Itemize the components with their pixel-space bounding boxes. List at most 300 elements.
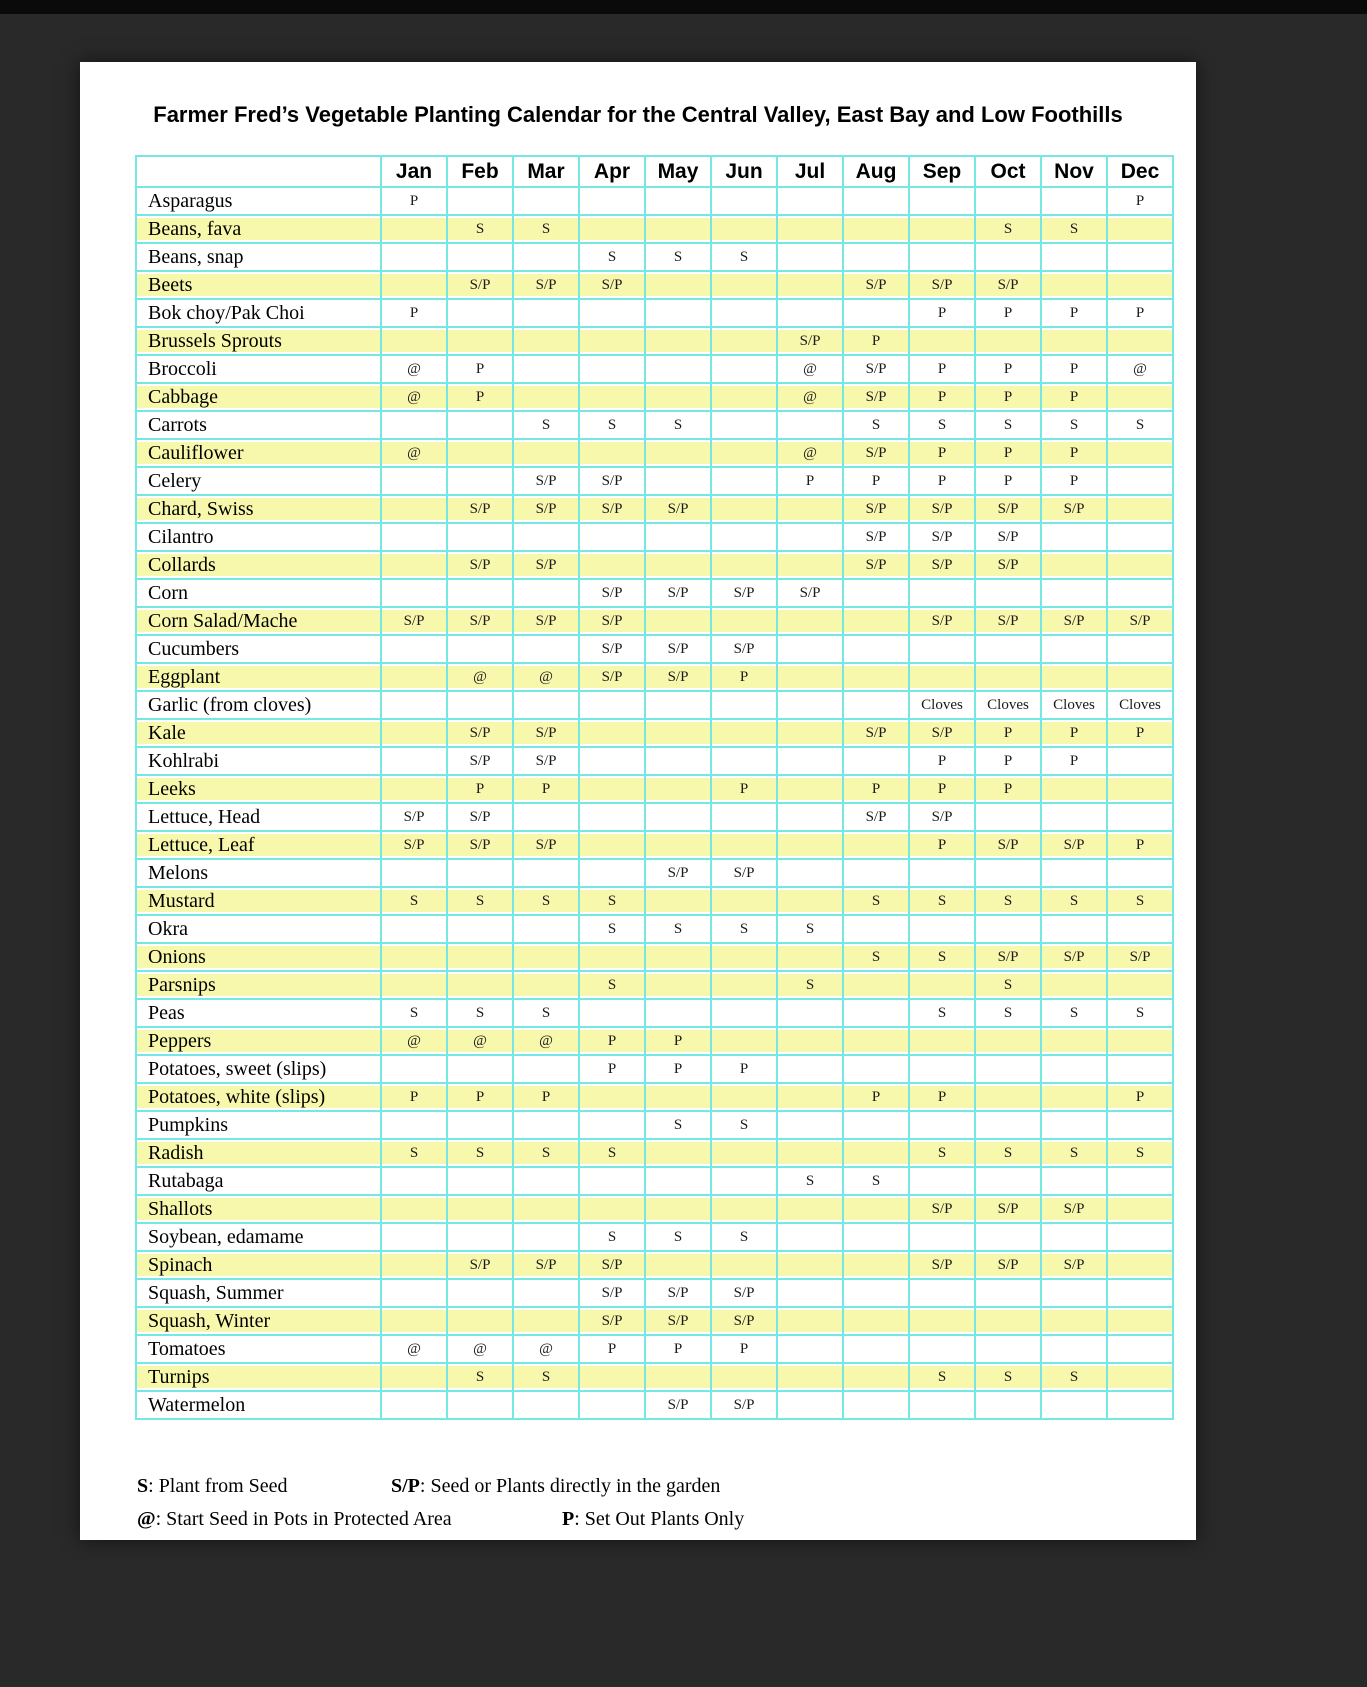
- vegetable-name: Potatoes, white (slips): [136, 1083, 381, 1111]
- planting-cell: P: [1041, 719, 1107, 747]
- planting-cell: [843, 1139, 909, 1167]
- planting-cell: [1107, 1055, 1173, 1083]
- planting-cell: [381, 663, 447, 691]
- document-page: [80, 62, 1196, 1540]
- planting-cell: [909, 579, 975, 607]
- planting-cell: [909, 1335, 975, 1363]
- planting-cell: [447, 971, 513, 999]
- planting-cell: [447, 1055, 513, 1083]
- planting-cell: S: [579, 1223, 645, 1251]
- planting-cell: [381, 1279, 447, 1307]
- planting-cell: [975, 859, 1041, 887]
- planting-cell: S: [711, 915, 777, 943]
- legend-symbol: @: [137, 1508, 156, 1530]
- planting-cell: [1107, 971, 1173, 999]
- planting-cell: [843, 747, 909, 775]
- planting-cell: P: [447, 775, 513, 803]
- planting-cell: S: [381, 1139, 447, 1167]
- planting-cell: [777, 1391, 843, 1419]
- planting-cell: [513, 1055, 579, 1083]
- planting-cell: [843, 915, 909, 943]
- legend-symbol: P: [562, 1508, 575, 1530]
- planting-cell: [381, 495, 447, 523]
- planting-cell: [975, 1167, 1041, 1195]
- planting-cell: [513, 915, 579, 943]
- planting-cell: P: [909, 1083, 975, 1111]
- planting-cell: [579, 187, 645, 215]
- planting-cell: S/P: [843, 719, 909, 747]
- planting-cell: S/P: [909, 271, 975, 299]
- legend-item-pots: @: Start Seed in Pots in Protected Area: [137, 1508, 452, 1530]
- planting-cell: [777, 1027, 843, 1055]
- planting-cell: P: [579, 1335, 645, 1363]
- planting-cell: [579, 551, 645, 579]
- table-row: [136, 411, 1173, 439]
- planting-cell: [711, 187, 777, 215]
- table-row: [136, 1083, 1173, 1111]
- planting-cell: S/P: [1041, 943, 1107, 971]
- legend-text: Start Seed in Pots in Protected Area: [166, 1508, 452, 1530]
- planting-cell: [843, 1055, 909, 1083]
- planting-cell: [579, 523, 645, 551]
- table-row: [136, 299, 1173, 327]
- planting-cell: [579, 439, 645, 467]
- table-row: [136, 831, 1173, 859]
- vegetable-name: Corn Salad/Mache: [136, 607, 381, 635]
- planting-cell: [381, 1111, 447, 1139]
- planting-cell: S: [579, 243, 645, 271]
- planting-cell: S: [645, 1223, 711, 1251]
- planting-cell: [975, 1083, 1041, 1111]
- planting-cell: [579, 355, 645, 383]
- corner-cell: [136, 156, 381, 187]
- planting-cell: [1107, 915, 1173, 943]
- planting-cell: [777, 1111, 843, 1139]
- planting-cell: [777, 1139, 843, 1167]
- vegetable-name: Tomatoes: [136, 1335, 381, 1363]
- planting-cell: P: [711, 775, 777, 803]
- table-row: [136, 1055, 1173, 1083]
- planting-cell: S/P: [711, 1391, 777, 1419]
- planting-cell: S: [579, 411, 645, 439]
- vegetable-name: Okra: [136, 915, 381, 943]
- planting-cell: [909, 187, 975, 215]
- planting-cell: S: [1041, 887, 1107, 915]
- planting-cell: P: [711, 663, 777, 691]
- planting-cell: S/P: [843, 439, 909, 467]
- planting-cell: P: [1107, 831, 1173, 859]
- planting-cell: S/P: [711, 1307, 777, 1335]
- planting-cell: [975, 1391, 1041, 1419]
- planting-cell: [711, 327, 777, 355]
- planting-cell: [513, 243, 579, 271]
- planting-cell: [513, 1167, 579, 1195]
- table-row: [136, 523, 1173, 551]
- planting-cell: S/P: [513, 719, 579, 747]
- planting-cell: P: [645, 1055, 711, 1083]
- table-row: [136, 747, 1173, 775]
- planting-cell: S/P: [909, 1195, 975, 1223]
- planting-cell: S: [909, 943, 975, 971]
- vegetable-name: Cucumbers: [136, 635, 381, 663]
- planting-cell: Cloves: [1107, 691, 1173, 719]
- planting-cell: [579, 1083, 645, 1111]
- planting-cell: S: [777, 1167, 843, 1195]
- planting-cell: [843, 1195, 909, 1223]
- planting-cell: S/P: [579, 663, 645, 691]
- planting-cell: S/P: [975, 271, 1041, 299]
- planting-cell: S: [579, 1139, 645, 1167]
- planting-cell: S/P: [843, 523, 909, 551]
- planting-cell: S/P: [447, 271, 513, 299]
- table-row: [136, 803, 1173, 831]
- planting-cell: P: [381, 187, 447, 215]
- planting-cell: S: [975, 999, 1041, 1027]
- vegetable-name: Watermelon: [136, 1391, 381, 1419]
- planting-cell: S/P: [843, 271, 909, 299]
- planting-cell: [909, 915, 975, 943]
- planting-cell: [513, 1195, 579, 1223]
- planting-cell: [1107, 803, 1173, 831]
- planting-cell: S/P: [513, 1251, 579, 1279]
- planting-cell: [447, 943, 513, 971]
- planting-cell: P: [975, 775, 1041, 803]
- planting-cell: [1041, 635, 1107, 663]
- vegetable-name: Soybean, edamame: [136, 1223, 381, 1251]
- planting-cell: P: [843, 1083, 909, 1111]
- planting-cell: [843, 1027, 909, 1055]
- planting-cell: S/P: [909, 523, 975, 551]
- planting-cell: [645, 383, 711, 411]
- table-row: [136, 663, 1173, 691]
- planting-cell: S/P: [777, 327, 843, 355]
- planting-cell: [1041, 327, 1107, 355]
- planting-cell: [579, 859, 645, 887]
- planting-cell: [777, 1363, 843, 1391]
- planting-cell: [711, 719, 777, 747]
- planting-cell: S: [843, 887, 909, 915]
- planting-cell: [447, 299, 513, 327]
- planting-cell: [645, 747, 711, 775]
- planting-cell: P: [579, 1055, 645, 1083]
- planting-cell: S/P: [447, 495, 513, 523]
- planting-cell: S/P: [381, 831, 447, 859]
- planting-cell: S/P: [1041, 831, 1107, 859]
- planting-cell: [1041, 1307, 1107, 1335]
- planting-cell: P: [1041, 467, 1107, 495]
- planting-cell: [711, 299, 777, 327]
- vegetable-name: Spinach: [136, 1251, 381, 1279]
- table-row: [136, 915, 1173, 943]
- planting-cell: [579, 299, 645, 327]
- vegetable-name: Lettuce, Leaf: [136, 831, 381, 859]
- planting-cell: [777, 1083, 843, 1111]
- planting-cell: P: [513, 1083, 579, 1111]
- legend-text: Plant from Seed: [158, 1475, 288, 1497]
- planting-cell: @: [513, 1335, 579, 1363]
- planting-cell: Cloves: [909, 691, 975, 719]
- planting-cell: [513, 1111, 579, 1139]
- planting-cell: [447, 1195, 513, 1223]
- month-header: Nov: [1041, 156, 1107, 187]
- legend-line-2: [137, 1503, 1196, 1536]
- planting-cell: @: [381, 1335, 447, 1363]
- planting-cell: [645, 943, 711, 971]
- planting-cell: [447, 1223, 513, 1251]
- planting-cell: [909, 859, 975, 887]
- planting-cell: [1041, 1335, 1107, 1363]
- planting-cell: S: [447, 1139, 513, 1167]
- vegetable-name: Squash, Summer: [136, 1279, 381, 1307]
- table-row: [136, 999, 1173, 1027]
- planting-cell: S/P: [975, 523, 1041, 551]
- planting-cell: [843, 299, 909, 327]
- planting-cell: S/P: [579, 467, 645, 495]
- planting-cell: [909, 327, 975, 355]
- planting-cell: [711, 803, 777, 831]
- planting-cell: [777, 1279, 843, 1307]
- planting-cell: P: [381, 1083, 447, 1111]
- planting-cell: [447, 1279, 513, 1307]
- planting-cell: [447, 187, 513, 215]
- planting-cell: [777, 831, 843, 859]
- planting-cell: S: [645, 411, 711, 439]
- planting-cell: [381, 1363, 447, 1391]
- planting-cell: [1107, 1223, 1173, 1251]
- planting-cell: P: [579, 1027, 645, 1055]
- planting-cell: [711, 467, 777, 495]
- legend-line-1: [137, 1470, 1196, 1503]
- planting-cell: [381, 1223, 447, 1251]
- planting-cell: Cloves: [975, 691, 1041, 719]
- planting-cell: S: [513, 999, 579, 1027]
- planting-cell: [579, 803, 645, 831]
- table-row: [136, 495, 1173, 523]
- planting-cell: [975, 635, 1041, 663]
- planting-cell: [513, 383, 579, 411]
- planting-cell: S/P: [513, 271, 579, 299]
- planting-cell: S/P: [447, 747, 513, 775]
- planting-cell: S: [1041, 999, 1107, 1027]
- planting-cell: S/P: [975, 831, 1041, 859]
- planting-cell: [1107, 243, 1173, 271]
- vegetable-name: Squash, Winter: [136, 1307, 381, 1335]
- planting-cell: [447, 691, 513, 719]
- planting-cell: S: [513, 411, 579, 439]
- vegetable-name: Cilantro: [136, 523, 381, 551]
- planting-cell: [447, 579, 513, 607]
- planting-cell: S/P: [843, 551, 909, 579]
- planting-cell: S/P: [975, 607, 1041, 635]
- planting-cell: [843, 607, 909, 635]
- planting-cell: [711, 999, 777, 1027]
- vegetable-name: Eggplant: [136, 663, 381, 691]
- planting-cell: [711, 1195, 777, 1223]
- planting-cell: [1107, 1195, 1173, 1223]
- planting-cell: [777, 1335, 843, 1363]
- month-header: Sep: [909, 156, 975, 187]
- table-row: [136, 719, 1173, 747]
- planting-cell: [1107, 1251, 1173, 1279]
- planting-cell: [843, 999, 909, 1027]
- planting-cell: [1107, 1167, 1173, 1195]
- planting-cell: P: [645, 1027, 711, 1055]
- planting-cell: [381, 691, 447, 719]
- vegetable-name: Onions: [136, 943, 381, 971]
- planting-cell: [447, 915, 513, 943]
- planting-cell: [909, 243, 975, 271]
- planting-cell: S: [579, 915, 645, 943]
- planting-cell: [513, 579, 579, 607]
- planting-cell: [1107, 1391, 1173, 1419]
- planting-cell: [1107, 439, 1173, 467]
- planting-cell: [777, 1223, 843, 1251]
- planting-cell: [381, 411, 447, 439]
- planting-cell: S: [1041, 1139, 1107, 1167]
- vegetable-name: Pumpkins: [136, 1111, 381, 1139]
- planting-cell: [711, 551, 777, 579]
- planting-cell: [843, 243, 909, 271]
- planting-cell: S/P: [975, 1251, 1041, 1279]
- planting-cell: [777, 551, 843, 579]
- planting-cell: [447, 1391, 513, 1419]
- planting-cell: S/P: [843, 803, 909, 831]
- planting-cell: [645, 607, 711, 635]
- planting-cell: [843, 1391, 909, 1419]
- planting-cell: S/P: [909, 607, 975, 635]
- month-header: Oct: [975, 156, 1041, 187]
- planting-cell: [975, 663, 1041, 691]
- planting-cell: S/P: [777, 579, 843, 607]
- table-row: [136, 971, 1173, 999]
- legend-item-plants-only: P: Set Out Plants Only: [562, 1508, 745, 1530]
- planting-cell: S: [975, 971, 1041, 999]
- table-row: [136, 1391, 1173, 1419]
- planting-cell: [381, 271, 447, 299]
- planting-cell: [711, 607, 777, 635]
- planting-cell: P: [645, 1335, 711, 1363]
- planting-cell: [777, 271, 843, 299]
- planting-cell: [1041, 859, 1107, 887]
- table-row: [136, 1363, 1173, 1391]
- table-row: [136, 355, 1173, 383]
- planting-cell: S/P: [645, 495, 711, 523]
- planting-cell: [975, 1223, 1041, 1251]
- planting-cell: [513, 355, 579, 383]
- planting-cell: [579, 215, 645, 243]
- planting-cell: [711, 215, 777, 243]
- vegetable-name: Melons: [136, 859, 381, 887]
- planting-cell: [909, 1307, 975, 1335]
- planting-cell: S: [579, 887, 645, 915]
- planting-cell: [1107, 383, 1173, 411]
- planting-cell: S/P: [513, 607, 579, 635]
- planting-cell: [711, 1139, 777, 1167]
- planting-cell: [777, 747, 843, 775]
- planting-cell: [381, 551, 447, 579]
- vegetable-name: Lettuce, Head: [136, 803, 381, 831]
- planting-cell: S/P: [645, 579, 711, 607]
- planting-cell: S: [579, 971, 645, 999]
- planting-cell: [381, 971, 447, 999]
- planting-cell: [1107, 551, 1173, 579]
- planting-cell: P: [1107, 719, 1173, 747]
- planting-cell: [579, 775, 645, 803]
- calendar-table-body: [136, 187, 1173, 1419]
- planting-cell: S: [447, 1363, 513, 1391]
- month-header-row: [136, 156, 1173, 187]
- planting-cell: [777, 943, 843, 971]
- planting-cell: S: [513, 887, 579, 915]
- planting-cell: [909, 663, 975, 691]
- vegetable-name: Cabbage: [136, 383, 381, 411]
- vegetable-name: Beans, snap: [136, 243, 381, 271]
- planting-cell: S/P: [579, 579, 645, 607]
- planting-cell: S: [711, 243, 777, 271]
- planting-cell: [1107, 579, 1173, 607]
- planting-cell: @: [447, 1027, 513, 1055]
- planting-cell: P: [711, 1335, 777, 1363]
- planting-cell: P: [843, 467, 909, 495]
- planting-cell: P: [909, 467, 975, 495]
- planting-cell: S/P: [645, 1307, 711, 1335]
- planting-cell: [1041, 579, 1107, 607]
- planting-cell: S/P: [447, 831, 513, 859]
- planting-cell: [1041, 663, 1107, 691]
- planting-cell: [381, 327, 447, 355]
- table-row: [136, 1111, 1173, 1139]
- planting-cell: P: [843, 327, 909, 355]
- planting-cell: [777, 411, 843, 439]
- planting-cell: [777, 887, 843, 915]
- planting-cell: [579, 943, 645, 971]
- vegetable-name: Peas: [136, 999, 381, 1027]
- planting-cell: [645, 1363, 711, 1391]
- planting-cell: [645, 1167, 711, 1195]
- planting-cell: [381, 523, 447, 551]
- planting-cell: [513, 635, 579, 663]
- legend-symbol: S/P: [391, 1475, 420, 1497]
- planting-cell: [1107, 635, 1173, 663]
- planting-cell: S/P: [1041, 495, 1107, 523]
- planting-cell: [777, 859, 843, 887]
- planting-cell: P: [975, 747, 1041, 775]
- table-row: [136, 383, 1173, 411]
- planting-cell: [1041, 1055, 1107, 1083]
- planting-cell: [975, 327, 1041, 355]
- legend: [137, 1470, 1196, 1536]
- planting-cell: [381, 943, 447, 971]
- planting-cell: S: [1107, 411, 1173, 439]
- planting-cell: [381, 1195, 447, 1223]
- table-row: [136, 1335, 1173, 1363]
- planting-cell: @: [447, 1335, 513, 1363]
- legend-item-seed-or-plants: S/P: Seed or Plants directly in the garden: [391, 1475, 721, 1497]
- planting-cell: [975, 1055, 1041, 1083]
- planting-cell: [843, 859, 909, 887]
- planting-cell: S: [711, 1111, 777, 1139]
- planting-cell: [579, 747, 645, 775]
- planting-cell: [843, 635, 909, 663]
- planting-cell: [975, 243, 1041, 271]
- planting-cell: [579, 327, 645, 355]
- month-header: Mar: [513, 156, 579, 187]
- vegetable-name: Collards: [136, 551, 381, 579]
- vegetable-name: Leeks: [136, 775, 381, 803]
- planting-cell: [645, 831, 711, 859]
- planting-cell: [447, 243, 513, 271]
- planting-cell: [777, 691, 843, 719]
